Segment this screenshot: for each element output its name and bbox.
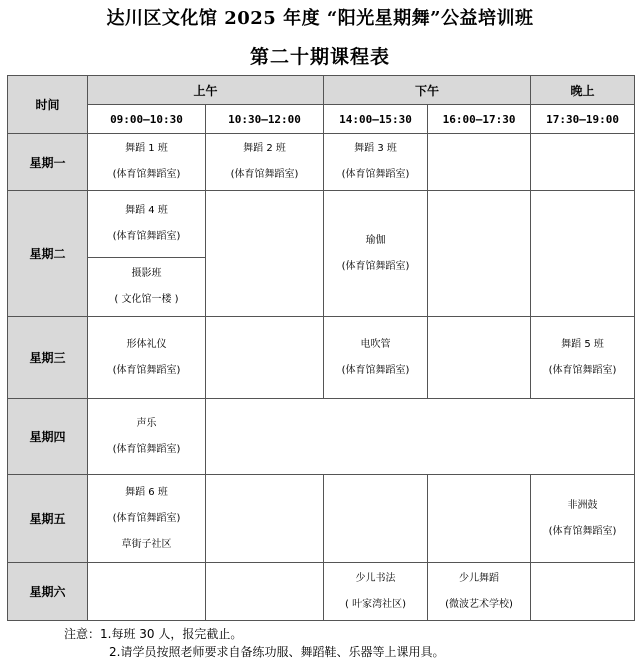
empty-cell [531, 134, 635, 191]
schedule-table [7, 75, 635, 621]
note-line-1: 注意：1.每班 30 人，报完截止。 [64, 627, 243, 641]
class-cell [88, 258, 206, 317]
period-afternoon: 下午 [324, 76, 531, 105]
class-name: 舞蹈 5 班 [561, 338, 604, 350]
day-label: 星期五 [8, 475, 88, 563]
class-location: (体育馆舞蹈室) [112, 443, 181, 455]
class-location: (体育馆舞蹈室) [112, 231, 181, 242]
empty-cell [428, 191, 531, 317]
class-cell [324, 191, 428, 317]
day-label: 星期六 [8, 563, 88, 621]
table-row [8, 399, 635, 475]
class-cell [88, 317, 206, 399]
class-location: (体育馆舞蹈室) [112, 512, 181, 524]
class-location: (体育馆舞蹈室) [341, 364, 410, 376]
table-row [8, 475, 635, 563]
class-name: 舞蹈 1 班 [125, 143, 168, 154]
class-extra-location: 草街子社区 [121, 538, 172, 550]
class-name: 形体礼仪 [126, 338, 167, 350]
day-label: 星期一 [8, 134, 88, 191]
class-name: 非洲鼓 [567, 499, 598, 511]
class-cell [531, 317, 635, 399]
day-label: 星期三 [8, 317, 88, 399]
table-row [8, 134, 635, 191]
slot-header: 09:00—10:30 [88, 105, 206, 134]
empty-cell [428, 317, 531, 399]
table-row [8, 317, 635, 399]
class-name: 舞蹈 6 班 [125, 486, 168, 498]
table-row [8, 191, 635, 258]
class-location: (体育馆舞蹈室) [341, 169, 410, 180]
empty-cell [206, 317, 324, 399]
slot-header: 16:00—17:30 [428, 105, 531, 134]
period-evening: 晚上 [531, 76, 635, 105]
class-name: 少儿舞蹈 [459, 572, 500, 584]
class-cell [324, 134, 428, 191]
class-location: (微波艺术学校) [445, 598, 513, 610]
empty-cell [206, 475, 324, 563]
class-cell [206, 134, 324, 191]
day-label: 星期四 [8, 399, 88, 475]
class-location: (体育馆舞蹈室) [548, 525, 617, 537]
class-name: 摄影班 [131, 268, 162, 279]
class-cell [531, 475, 635, 563]
class-cell [88, 191, 206, 258]
class-location: (体育馆舞蹈室) [230, 169, 299, 180]
class-location: ( 叶家湾社区) [345, 598, 406, 610]
empty-cell [531, 563, 635, 621]
class-location: (体育馆舞蹈室) [112, 364, 181, 376]
note-line-2: 2.请学员按照老师要求自备练功服、舞蹈鞋、乐器等上课用具。 [109, 645, 445, 659]
page-subtitle: 第二十期课程表 [249, 46, 390, 68]
empty-cell [206, 399, 635, 475]
class-cell [88, 399, 206, 475]
class-location: (体育馆舞蹈室) [341, 260, 410, 272]
empty-cell [324, 475, 428, 563]
class-location: (体育馆舞蹈室) [112, 169, 181, 180]
day-label: 星期二 [8, 191, 88, 317]
period-morning: 上午 [88, 76, 324, 105]
class-name: 瑜伽 [365, 234, 386, 246]
slot-header: 10:30—12:00 [206, 105, 324, 134]
class-location: ( 文化馆一楼 ) [114, 294, 179, 305]
class-cell [88, 134, 206, 191]
class-cell [88, 475, 206, 563]
empty-cell [428, 475, 531, 563]
time-header: 时间 [8, 76, 88, 134]
empty-cell [531, 191, 635, 317]
class-cell [428, 563, 531, 621]
class-name: 舞蹈 2 班 [243, 143, 286, 154]
class-name: 少儿书法 [355, 572, 396, 584]
empty-cell [428, 134, 531, 191]
class-location: (体育馆舞蹈室) [548, 364, 617, 376]
class-name: 电吹管 [360, 338, 391, 350]
class-name: 舞蹈 4 班 [125, 205, 168, 216]
slot-header: 17:30—19:00 [531, 105, 635, 134]
empty-cell [206, 191, 324, 317]
empty-cell [88, 563, 206, 621]
notes [64, 625, 444, 661]
class-name: 舞蹈 3 班 [354, 143, 397, 154]
class-name: 声乐 [136, 417, 157, 429]
slot-header: 14:00—15:30 [324, 105, 428, 134]
table-row [8, 563, 635, 621]
empty-cell [206, 563, 324, 621]
class-cell [324, 563, 428, 621]
page-title: 达川区文化馆 2025 年度 “阳光星期舞”公益培训班 [106, 8, 534, 29]
class-cell [324, 317, 428, 399]
